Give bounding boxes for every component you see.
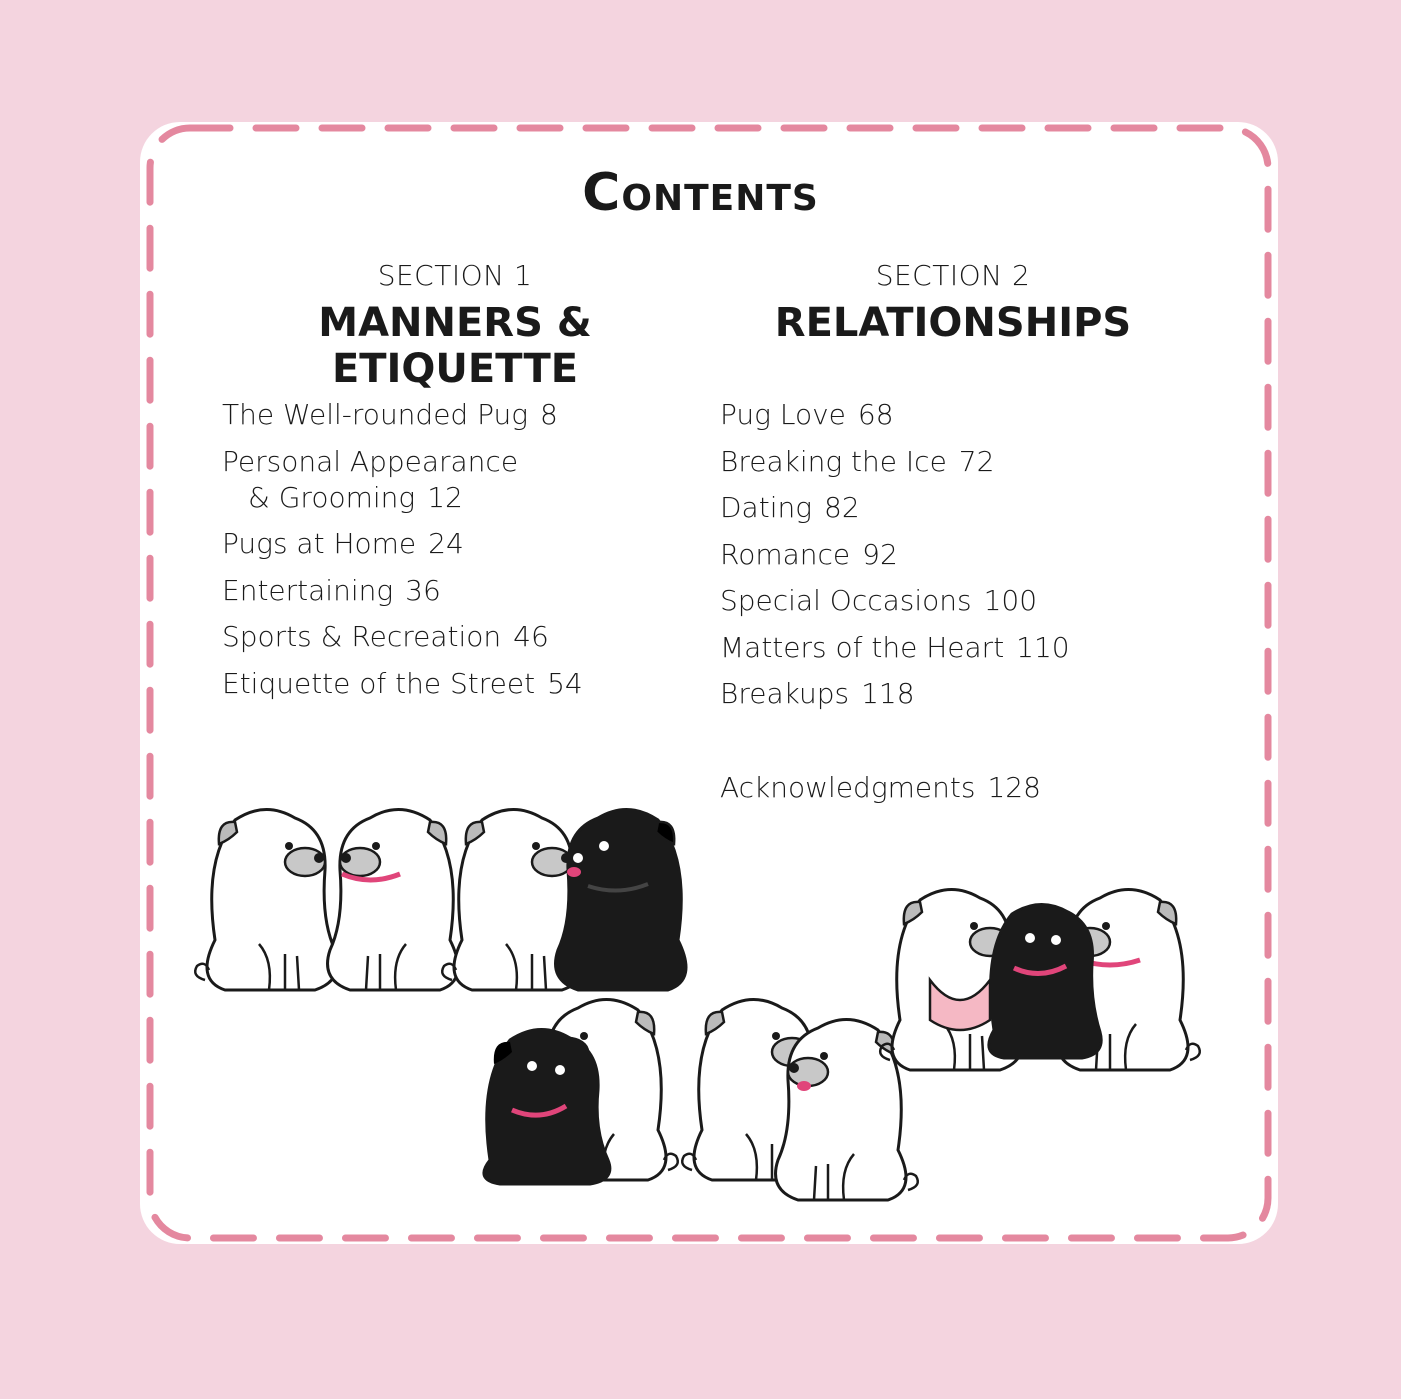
toc-entry-page: 110 [1016, 630, 1070, 664]
toc-entry-page: 24 [428, 527, 464, 560]
toc-entry-page: 100 [983, 584, 1038, 617]
toc-entry-page: 92 [862, 537, 898, 571]
toc-entry-page: 118 [861, 677, 915, 710]
toc-entry-title: Matters of the Heart [720, 630, 1005, 664]
toc-entry-title: Sports & Recreation [222, 620, 502, 653]
toc-entry-page: 12 [427, 480, 463, 514]
toc-entry-title: Pugs at Home [222, 527, 417, 560]
toc-entry-title: Dating [720, 491, 813, 524]
toc-entry-title-line2: & Grooming [248, 480, 416, 514]
toc-entry-page: 82 [824, 491, 860, 524]
three-pugs-group-hug-illustration [880, 889, 1200, 1070]
section-1-label: SECTION 1 [377, 259, 533, 292]
section-2-label: SECTION 2 [875, 259, 1031, 292]
toc-entry-title: Etiquette of the Street [222, 666, 536, 700]
section-2-heading: RELATIONSHIPS [774, 300, 1132, 346]
toc-entry-page: 54 [547, 666, 583, 700]
toc-entry-page: 128 [987, 771, 1041, 804]
toc-entry-page: 68 [857, 398, 894, 431]
toc-entry-title: Entertaining [222, 573, 394, 607]
black-pug-and-white-pug-cuddling-illustration [484, 999, 678, 1184]
section-1-heading: MANNERS & ETIQUETTE [318, 300, 592, 392]
page-title: Contents [582, 163, 819, 223]
two-white-pugs-kissing-illustration [195, 809, 470, 990]
toc-entry-page: 72 [958, 444, 995, 478]
toc-entry-title: Breaking the Ice [720, 444, 947, 478]
toc-entry-title: Special Occasions [720, 584, 972, 617]
toc-entry-page: 46 [513, 620, 549, 653]
toc-entry-title: Romance [720, 537, 851, 571]
toc-entry-title: Breakups [720, 677, 850, 710]
toc-entry-title: Pug Love [720, 398, 846, 431]
toc-entry-title: Personal Appearance [222, 444, 519, 478]
white-and-black-pug-kissing-illustration [442, 809, 686, 990]
toc-entry-title: The Well-rounded Pug [222, 398, 529, 431]
toc-entry-title: Acknowledgments [720, 771, 976, 804]
toc-entry-page: 8 [540, 398, 558, 431]
two-white-pugs-licking-illustration [682, 999, 918, 1200]
toc-entry-page: 36 [405, 573, 441, 607]
